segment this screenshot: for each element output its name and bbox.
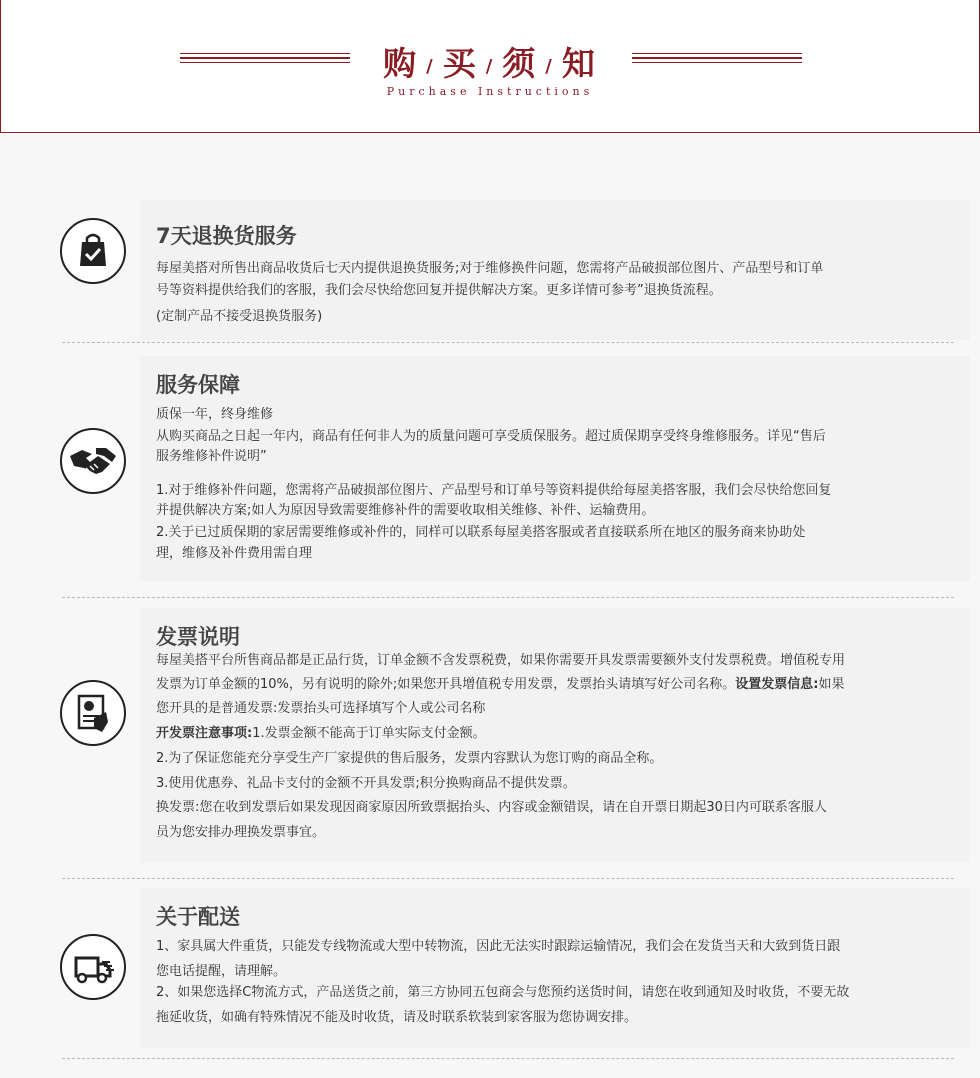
section-divider (62, 1058, 954, 1059)
handshake-icon (60, 428, 126, 494)
section-text: 2、如果您选择C物流方式，产品送货之前，第三方协同五包商会与您预约送货时间，请您在收到通知及时收货，不要无故 (156, 985, 850, 1000)
shopping-bag-check-icon (60, 218, 126, 284)
invoice-document-icon (60, 680, 126, 746)
section-text: 每屋美搭对所售出商品收货后七天内提供退换货服务;对于维修换件问题，您需将产品破损部位图片、产品型号和订单 (156, 261, 824, 276)
title-char: 购 (383, 44, 419, 83)
section-text: 换发票:您在收到发票后如果发现因商家原因所致票据抬头、内容或金额错误，请在自开票日期起30日内可联系客服人 (156, 800, 827, 815)
section-text-part: 1.发票金额不能高于订单实际支付金额。 (252, 726, 486, 741)
section-divider (62, 597, 954, 598)
section-text: 拖延收货，如确有特殊情况不能及时收货，请及时联系软装到家客服为您协调安排。 (156, 1010, 638, 1025)
title-char: 知 (561, 44, 597, 83)
section-text: 并提供解决方案;如人为原因导致需要维修补件的需要收取相关维修、补件、运输费用。 (156, 503, 655, 518)
title-separator: / (545, 55, 554, 77)
section-text: 2.关于已过质保期的家居需要维修或补件的，同样可以联系每屋美搭客服或者直接联系所在地区的服务商来协助处 (156, 525, 806, 540)
section-title: 7天退换货服务 (156, 224, 297, 248)
title-char: 买 (442, 44, 478, 83)
section-text (156, 676, 845, 694)
title-char: 须 (502, 44, 538, 83)
section-text: 每屋美搭平台所售商品都是正品行货，订单金额不含发票税费，如果你需要开具发票需要额外支付发票税费。增值税专用 (156, 653, 846, 668)
section-delivery (0, 888, 980, 1048)
section-text: 您电话提醒，请理解。 (156, 964, 287, 979)
delivery-truck-icon (60, 934, 126, 1000)
section-divider (62, 878, 954, 879)
page-title (370, 38, 610, 85)
section-text: 2.为了保证您能充分享受生产厂家提供的售后服务，发票内容默认为您订购的商品全称。 (156, 751, 663, 766)
title-separator: / (485, 55, 495, 77)
title-decoration-right (632, 53, 802, 63)
section-text: 员为您安排办理换发票事宜。 (156, 825, 326, 840)
section-text: 3.使用优惠券、礼品卡支付的金额不开具发票;积分换购商品不提供发票。 (156, 776, 576, 791)
invoice-notice-label: 开发票注意事项: (156, 726, 253, 741)
header-banner (0, 0, 980, 135)
section-divider (62, 342, 954, 343)
section-text: 质保一年，终身维修 (156, 407, 274, 422)
page-subtitle: Purchase Instructions (386, 85, 594, 98)
section-text: (定制产品不接受退换货服务) (156, 309, 323, 324)
section-return-service (0, 200, 980, 340)
title-separator: / (426, 55, 435, 77)
title-decoration-left (180, 53, 350, 63)
section-text: 您开具的是普通发票:发票抬头可选择填写个人或公司名称 (156, 701, 486, 716)
section-text: 从购买商品之日起一年内，商品有任何非人为的质量问题可享受质保服务。超过质保期享受终身维修服务。详见“售后 (156, 429, 826, 444)
setup-invoice-label: 设置发票信息: (735, 677, 819, 692)
section-title: 关于配送 (156, 905, 240, 929)
section-text: 理，维修及补件费用需自理 (156, 546, 313, 561)
section-text: 1、家具属大件重货，只能发专线物流或大型中转物流，因此无法实时跟踪运输情况，我们会在发货当天和大致到货日跟 (156, 939, 841, 954)
section-title: 服务保障 (156, 373, 240, 397)
section-text: 服务维修补件说明” (156, 449, 267, 464)
section-invoice (0, 608, 980, 863)
section-title: 发票说明 (156, 625, 240, 649)
section-text: 号等资料提供给我们的客服，我们会尽快给您回复并提供解决方案。更多详情可参考”退换货流程。 (156, 283, 722, 298)
section-text-part: 发票为订单金额的10%，另有说明的除外;如果您开具增值税专用发票，发票抬头请填写好公司名称。 (156, 677, 736, 692)
section-text-part: 如果 (818, 677, 845, 692)
section-text (156, 725, 486, 743)
section-service-guarantee (0, 356, 980, 581)
section-text: 1.对于维修补件问题，您需将产品破损部位图片、产品型号和订单号等资料提供给每屋美搭客服，我们会尽快给您回复 (156, 483, 832, 498)
